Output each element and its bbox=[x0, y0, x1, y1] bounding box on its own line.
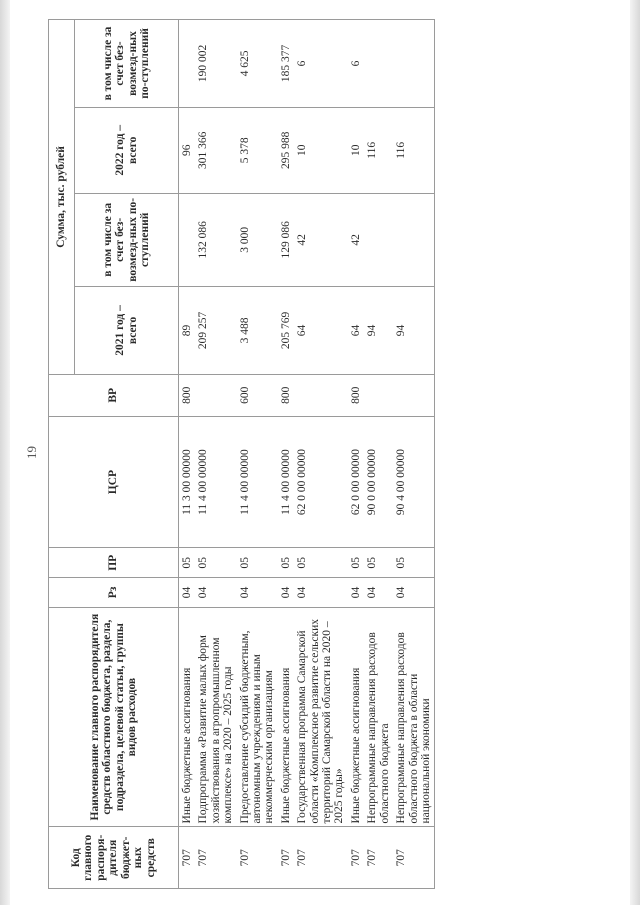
cell-rz: 04 bbox=[364, 578, 393, 608]
cell-code: 707 bbox=[294, 827, 348, 889]
header-pr: ПР bbox=[49, 548, 179, 578]
cell-code: 707 bbox=[393, 827, 435, 889]
cell-2022-total: 301 366 bbox=[195, 107, 236, 193]
cell-vr: 800 bbox=[278, 374, 294, 416]
table-row bbox=[195, 20, 236, 889]
cell-2022-total: 116 bbox=[393, 107, 435, 193]
cell-2022-gratuitous: 4 625 bbox=[237, 20, 278, 108]
cell-2021-gratuitous bbox=[393, 193, 435, 286]
cell-2021-total: 3 488 bbox=[237, 287, 278, 375]
cell-code: 707 bbox=[348, 827, 364, 889]
cell-rz: 04 bbox=[179, 578, 196, 608]
cell-code: 707 bbox=[195, 827, 236, 889]
cell-rz: 04 bbox=[294, 578, 348, 608]
cell-pr: 05 bbox=[294, 548, 348, 578]
cell-2021-gratuitous: 3 000 bbox=[237, 193, 278, 286]
cell-pr: 05 bbox=[278, 548, 294, 578]
cell-2021-gratuitous bbox=[364, 193, 393, 286]
cell-rz: 04 bbox=[237, 578, 278, 608]
cell-2022-gratuitous: 190 002 bbox=[195, 20, 236, 108]
cell-2022-total: 116 bbox=[364, 107, 393, 193]
page-number: 19 bbox=[24, 446, 39, 459]
cell-vr bbox=[195, 374, 236, 416]
cell-pr: 05 bbox=[348, 548, 364, 578]
cell-pr: 05 bbox=[195, 548, 236, 578]
cell-rz: 04 bbox=[348, 578, 364, 608]
header-name: Наименование главного распорядителя средств областного бюджета, раздела, подраздела, целевой статьи, группы видов расходов bbox=[49, 607, 179, 827]
cell-2021-total: 94 bbox=[364, 287, 393, 375]
cell-rz: 04 bbox=[278, 578, 294, 608]
cell-name: Подпрограмма «Развитие малых форм хозяйствования в агропромышленном комплексе» на 2020 – 2025 годы bbox=[195, 607, 236, 827]
header-rz: Рз bbox=[49, 578, 179, 608]
budget-table bbox=[48, 19, 435, 889]
cell-name: Иные бюджетные ассигнования bbox=[179, 607, 196, 827]
cell-rz: 04 bbox=[195, 578, 236, 608]
cell-name: Иные бюджетные ассигнования bbox=[348, 607, 364, 827]
header-2021-gratuitous: в том числе за счет без-возмезд-ных по-ступлений bbox=[75, 193, 179, 286]
cell-2022-gratuitous: 185 377 bbox=[278, 20, 294, 108]
cell-csr: 11 3 00 00000 bbox=[179, 416, 196, 548]
cell-code: 707 bbox=[364, 827, 393, 889]
cell-2021-gratuitous: 129 086 bbox=[278, 193, 294, 286]
cell-csr: 90 4 00 00000 bbox=[393, 416, 435, 548]
cell-2022-total: 295 988 bbox=[278, 107, 294, 193]
cell-2022-gratuitous bbox=[364, 20, 393, 108]
cell-name: Непрограммные направления расходов областного бюджета в области национальной экономики bbox=[393, 607, 435, 827]
cell-2022-gratuitous bbox=[179, 20, 196, 108]
cell-pr: 05 bbox=[364, 548, 393, 578]
cell-vr bbox=[364, 374, 393, 416]
cell-vr: 800 bbox=[179, 374, 196, 416]
cell-2021-total: 205 769 bbox=[278, 287, 294, 375]
cell-csr: 11 4 00 00000 bbox=[195, 416, 236, 548]
cell-csr: 11 4 00 00000 bbox=[237, 416, 278, 548]
cell-2022-gratuitous: 6 bbox=[348, 20, 364, 108]
table-header bbox=[49, 20, 179, 889]
cell-2021-gratuitous bbox=[179, 193, 196, 286]
cell-name: Государственная программа Самарской области «Комплексное развитие сельских территорий Самарской области на 2020 – 2025 годы» bbox=[294, 607, 348, 827]
table-row bbox=[237, 20, 278, 889]
cell-2021-total: 64 bbox=[348, 287, 364, 375]
table-row bbox=[278, 20, 294, 889]
cell-pr: 05 bbox=[237, 548, 278, 578]
cell-pr: 05 bbox=[179, 548, 196, 578]
cell-2021-total: 64 bbox=[294, 287, 348, 375]
header-code: Код главного распоря-дителя бюджет-ных средств bbox=[49, 827, 179, 889]
cell-2021-gratuitous: 42 bbox=[294, 193, 348, 286]
cell-2021-total: 209 257 bbox=[195, 287, 236, 375]
cell-2021-gratuitous: 42 bbox=[348, 193, 364, 286]
table-row bbox=[364, 20, 393, 889]
table-row bbox=[179, 20, 196, 889]
header-2021-total: 2021 год – всего bbox=[75, 287, 179, 375]
cell-2021-total: 89 bbox=[179, 287, 196, 375]
cell-name: Предоставление субсидий бюджетным, автономным учреждениям и иным некоммерческим организациям bbox=[237, 607, 278, 827]
cell-csr: 90 0 00 00000 bbox=[364, 416, 393, 548]
header-csr: ЦСР bbox=[49, 416, 179, 548]
cell-csr: 11 4 00 00000 bbox=[278, 416, 294, 548]
header-2022-total: 2022 год – всего bbox=[75, 107, 179, 193]
cell-csr: 62 0 00 00000 bbox=[348, 416, 364, 548]
header-vr: ВР bbox=[49, 374, 179, 416]
cell-name: Непрограммные направления расходов областного бюджета bbox=[364, 607, 393, 827]
cell-2022-total: 10 bbox=[294, 107, 348, 193]
table-row bbox=[348, 20, 364, 889]
cell-code: 707 bbox=[237, 827, 278, 889]
header-sum: Сумма, тыс. рублей bbox=[49, 20, 75, 375]
cell-rz: 04 bbox=[393, 578, 435, 608]
table-body bbox=[179, 20, 435, 889]
cell-2022-total: 96 bbox=[179, 107, 196, 193]
cell-2021-total: 94 bbox=[393, 287, 435, 375]
cell-2022-total: 5 378 bbox=[237, 107, 278, 193]
cell-pr: 05 bbox=[393, 548, 435, 578]
cell-2021-gratuitous: 132 086 bbox=[195, 193, 236, 286]
table-row bbox=[294, 20, 348, 889]
cell-code: 707 bbox=[179, 827, 196, 889]
cell-vr: 600 bbox=[237, 374, 278, 416]
table-row bbox=[393, 20, 435, 889]
cell-vr bbox=[393, 374, 435, 416]
cell-2022-gratuitous: 6 bbox=[294, 20, 348, 108]
cell-vr bbox=[294, 374, 348, 416]
cell-vr: 800 bbox=[348, 374, 364, 416]
cell-code: 707 bbox=[278, 827, 294, 889]
header-2022-gratuitous: в том числе за счет без-возмезд-ных по-ступлений bbox=[75, 20, 179, 108]
cell-2022-total: 10 bbox=[348, 107, 364, 193]
cell-2022-gratuitous bbox=[393, 20, 435, 108]
cell-csr: 62 0 00 00000 bbox=[294, 416, 348, 548]
cell-name: Иные бюджетные ассигнования bbox=[278, 607, 294, 827]
